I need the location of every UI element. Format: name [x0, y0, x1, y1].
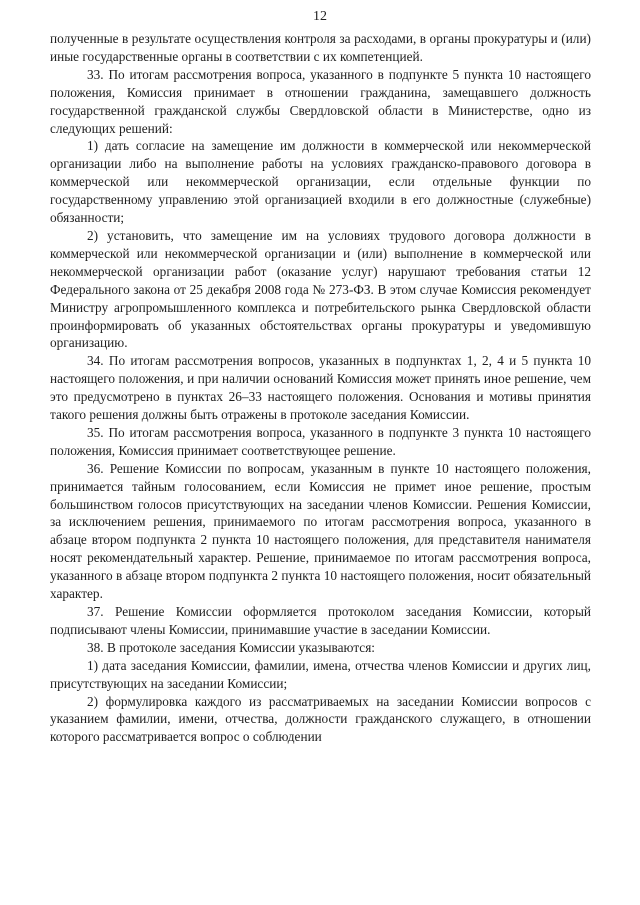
- paragraph-item-38-1: 1) дата заседания Комиссии, фамилии, имена, отчества членов Комиссии и других лиц, присутствующих на заседании Комиссии;: [50, 657, 591, 691]
- paragraph-item-34: 34. По итогам рассмотрения вопросов, указанных в подпунктах 1, 2, 4 и 5 пункта 10 настоящего положения, и при наличии оснований Комиссия может принять иное решение, чем это предусмотрено в пунктах 26–33 настоящего положения. Основания и мотивы принятия такого решения должны быть отражены в протоколе заседания Комиссии.: [50, 353, 591, 423]
- paragraph-item-38-2: 2) формулировка каждого из рассматриваемых на заседании Комиссии вопросов с указанием фамилии, имени, отчества, должности гражданского служащего, в отношении которого рассматривается вопрос о соблюдении: [50, 693, 591, 745]
- document-body: [50, 30, 591, 746]
- paragraph-continuation: полученные в результате осуществления контроля за расходами, в органы прокуратуры и (или) иные государственные органы в соответствии с их компетенцией.: [50, 31, 591, 64]
- page-number: 12: [313, 9, 327, 24]
- paragraph-item-33-2: 2) установить, что замещение им на условиях трудового договора должности в коммерческой или некоммерческой организации и (или) выполнение в коммерческой или некоммерческой организации работ (оказание услуг) нарушают требования статьи 12 Федерального закона от 25 декабря 2008 года № 273-ФЗ. В этом случае Комиссия рекомендует Министру агропромышленного комплекса и потребительского рынка Свердловской области проинформировать об указанных обстоятельствах органы прокуратуры и уведомившую организацию.: [50, 227, 591, 351]
- paragraph-item-37: 37. Решение Комиссии оформляется протоколом заседания Комиссии, который подписывают члены Комиссии, принимавшие участие в заседании Комиссии.: [50, 604, 591, 637]
- paragraph-item-38: 38. В протоколе заседания Комиссии указываются:: [87, 639, 375, 655]
- paragraph-item-33-1: 1) дать согласие на замещение им должности в коммерческой или некоммерческой организации либо на выполнение работы на условиях гражданско-правового договора в коммерческой или некоммерческой организации, если отдельные функции по государственному управлению этой организацией входили в его должностные (служебные) обязанности;: [50, 138, 591, 226]
- paragraph-item-33: 33. По итогам рассмотрения вопроса, указанного в подпункте 5 пункта 10 настоящего положения, Комиссия принимает в отношении гражданина, замещавшего должность государственной гражданской службы Свердловской области в Министерстве, одно из следующих решений:: [50, 66, 591, 136]
- paragraph-item-35: 35. По итогам рассмотрения вопроса, указанного в подпункте 3 пункта 10 настоящего положения, Комиссия принимает соответствующее решение.: [50, 424, 591, 458]
- paragraph-item-36: 36. Решение Комиссии по вопросам, указанным в пункте 10 настоящего положения, принимается тайным голосованием, если Комиссия не примет иное решение, простым большинством голосов присутствующих на заседании членов Комиссии. Решения Комиссии, за исключением решения, принимаемого по итогам рассмотрения вопроса, указанного в абзаце втором подпункта 2 пункта 10 настоящего положения, для представителя нанимателя носят рекомендательный характер. Решение, принимаемое по итогам рассмотрения вопроса, указанного в абзаце втором подпункта 2 пункта 10 настоящего положения, носит обязательный характер.: [50, 460, 591, 602]
